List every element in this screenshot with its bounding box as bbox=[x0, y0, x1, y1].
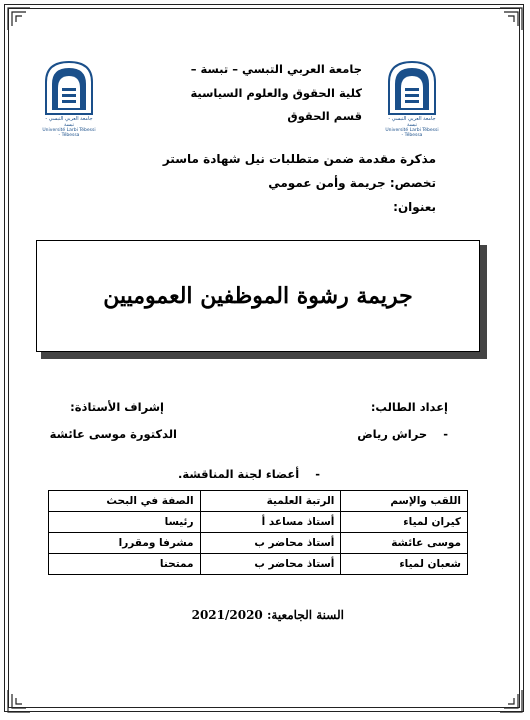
memo-description: مذكرة مقدمة ضمن متطلبات نيل شهادة ماستر bbox=[162, 152, 436, 166]
faculty-name: كلية الحقوق والعلوم السياسية bbox=[190, 86, 362, 100]
academic-year-line bbox=[192, 608, 344, 622]
student-label: إعداد الطالب: bbox=[370, 400, 448, 414]
thesis-title-box bbox=[36, 240, 480, 352]
table-row bbox=[49, 512, 468, 533]
table-header-cell: الرتبة العلمية bbox=[200, 491, 341, 512]
table-cell: أستاذ مساعد أ bbox=[200, 512, 341, 533]
table-header-row bbox=[49, 491, 468, 512]
table-cell: كيران لمياء bbox=[341, 512, 468, 533]
corner-ornament-icon bbox=[6, 688, 32, 714]
committee-label: أعضاء لجنة المناقشة. bbox=[178, 467, 300, 481]
university-name: جامعة العربي التبسي – تبسة – bbox=[190, 62, 362, 76]
committee-table bbox=[48, 490, 468, 575]
table-row bbox=[49, 554, 468, 575]
table-cell: أستاذ محاضر ب bbox=[200, 554, 341, 575]
logo-caption-french: Université Larbi Tébessi - Tébessa bbox=[385, 128, 439, 138]
logo-caption-arabic: جامعة العربي التبسي - تبسة bbox=[45, 116, 93, 128]
thesis-title: جريمة رشوة الموظفين العموميين bbox=[103, 283, 413, 309]
table-cell: رئيسا bbox=[49, 512, 201, 533]
committee-dash: - bbox=[315, 467, 320, 481]
student-name: حراش رياض bbox=[357, 427, 428, 441]
logo-caption-french: Université Larbi Tébessi - Tébessa bbox=[42, 128, 96, 138]
university-crest-icon bbox=[42, 58, 96, 116]
table-cell: شعبان لمياء bbox=[341, 554, 468, 575]
table-row bbox=[49, 533, 468, 554]
student-name-line bbox=[357, 427, 448, 441]
table-cell: أستاذ محاضر ب bbox=[200, 533, 341, 554]
supervisor-label: إشراف الأستاذة: bbox=[70, 400, 164, 414]
corner-ornament-icon bbox=[498, 688, 524, 714]
corner-ornament-icon bbox=[6, 6, 32, 32]
table-header-cell: الصفة في البحث bbox=[49, 491, 201, 512]
university-logo-right bbox=[385, 58, 439, 138]
student-dash: - bbox=[443, 427, 448, 441]
department-name: قسم الحقوق bbox=[287, 109, 362, 123]
university-crest-icon bbox=[385, 58, 439, 116]
corner-ornament-icon bbox=[498, 6, 524, 32]
university-logo-left bbox=[42, 58, 96, 138]
academic-year-value: 2021/2020 bbox=[191, 608, 263, 622]
logo-caption-arabic: جامعة العربي التبسي - تبسة bbox=[388, 116, 436, 128]
specialty: تخصص: جريمة وأمن عمومي bbox=[268, 176, 436, 190]
title-label: بعنوان: bbox=[393, 200, 436, 214]
academic-year-label: السنة الجامعية: bbox=[266, 608, 344, 622]
table-cell: موسى عائشة bbox=[341, 533, 468, 554]
table-cell: ممتحنا bbox=[49, 554, 201, 575]
supervisor-name: الدكتورة موسى عائشة bbox=[49, 427, 177, 441]
table-header-cell: اللقب والإسم bbox=[341, 491, 468, 512]
committee-label-line bbox=[178, 467, 320, 481]
table-cell: مشرفا ومقررا bbox=[49, 533, 201, 554]
